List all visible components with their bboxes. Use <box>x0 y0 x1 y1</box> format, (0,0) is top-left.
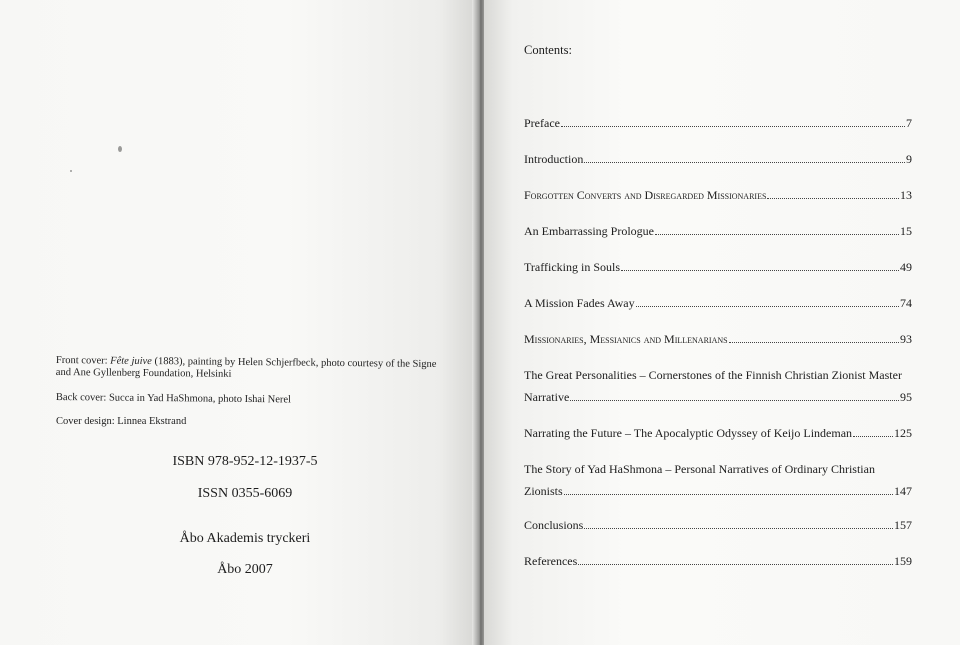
toc-entry-preface <box>524 116 912 130</box>
dot-leader <box>767 189 899 199</box>
toc-entry-label: An Embarrassing Prologue <box>524 224 654 238</box>
dot-leader <box>655 225 899 235</box>
toc-entry-continuation <box>524 390 912 404</box>
front-cover-painting-title: Fête juive <box>110 355 152 368</box>
dot-leader <box>570 391 899 401</box>
toc-entry-missionaries-messianics <box>524 332 912 346</box>
toc-entry-forgotten-converts <box>524 188 912 202</box>
issn: ISSN 0355-6069 <box>197 486 293 501</box>
front-cover-label: Front cover: <box>55 355 108 367</box>
dot-leader <box>636 297 899 307</box>
back-cover-credit: Back cover: Succa in Yad HaShmona, photo Ishai Nerel <box>55 392 292 406</box>
paper-speck <box>118 146 122 152</box>
toc-entry-narrating-the-future <box>524 426 912 440</box>
toc-entry-conclusions <box>524 518 912 532</box>
toc-entry-story-of-yad-hashmona <box>524 462 912 498</box>
toc-page-number: 74 <box>900 296 912 310</box>
right-page <box>484 0 960 645</box>
toc-page-number: 159 <box>894 554 912 568</box>
dot-leader <box>584 519 893 529</box>
toc-page-number: 7 <box>906 116 912 130</box>
toc-entry-great-personalities <box>524 368 912 404</box>
toc-page-number: 15 <box>900 224 912 238</box>
paper-speck <box>70 170 72 172</box>
dot-leader <box>621 261 899 271</box>
toc-entry-continuation <box>524 484 912 498</box>
toc-entry-label: Missionaries, Messianics and Millenarians <box>524 332 728 346</box>
toc-page-number: 93 <box>900 332 912 346</box>
toc-entry-mission-fades-away <box>524 296 912 310</box>
toc-entry-label: Introduction <box>524 152 584 166</box>
front-cover-credit <box>56 355 446 383</box>
printer: Åbo Akademis tryckeri <box>179 531 311 546</box>
isbn: ISBN 978-952-12-1937-5 <box>172 454 318 469</box>
left-page <box>0 0 478 645</box>
toc-entry-label: A Mission Fades Away <box>524 296 635 310</box>
dot-leader <box>578 555 893 565</box>
toc-page-number: 95 <box>900 390 912 404</box>
toc-entry-label-continued: Zionists <box>524 484 563 498</box>
toc-entry-label: The Great Personalities – Cornerstones of the Finnish Christian Zionist Master <box>524 368 902 382</box>
toc-entry-label: Conclusions <box>524 518 584 532</box>
place-year: Åbo 2007 <box>217 562 273 577</box>
toc-entry-label: Narrating the Future – The Apocalyptic Odyssey of Keijo Lindeman <box>524 426 853 440</box>
dot-leader <box>853 427 893 437</box>
toc-entry-introduction <box>524 152 912 166</box>
toc-entry-label: Preface <box>524 116 560 130</box>
front-cover-credit-text: (1883), painting by Helen Schjerfbeck, photo courtesy of the Signe and Ane Gyllenberg Foundation, Helsinki <box>55 356 437 380</box>
dot-leader <box>584 153 905 163</box>
toc-entry-label-continued: Narrative <box>524 390 570 404</box>
toc-page-number: 125 <box>894 426 912 440</box>
toc-entry-label: Forgotten Converts and Disregarded Missionaries <box>524 188 767 202</box>
cover-design-credit: Cover design: Linnea Ekstrand <box>56 416 187 427</box>
dot-leader <box>564 485 893 495</box>
dot-leader <box>561 117 905 127</box>
toc-entry-references <box>524 554 912 568</box>
toc-entry-trafficking-in-souls <box>524 260 912 274</box>
toc-entry-label: The Story of Yad HaShmona – Personal Narratives of Ordinary Christian <box>524 462 875 476</box>
toc-page-number: 9 <box>906 152 912 166</box>
toc-page-number: 147 <box>894 484 912 498</box>
dot-leader <box>729 333 899 343</box>
toc-entry-label: References <box>524 554 578 568</box>
contents-heading: Contents: <box>524 43 572 57</box>
toc-page-number: 157 <box>894 518 912 532</box>
toc-entry-embarrassing-prologue <box>524 224 912 238</box>
toc-page-number: 13 <box>900 188 912 202</box>
toc-entry-label: Trafficking in Souls <box>524 260 621 274</box>
toc-page-number: 49 <box>900 260 912 274</box>
